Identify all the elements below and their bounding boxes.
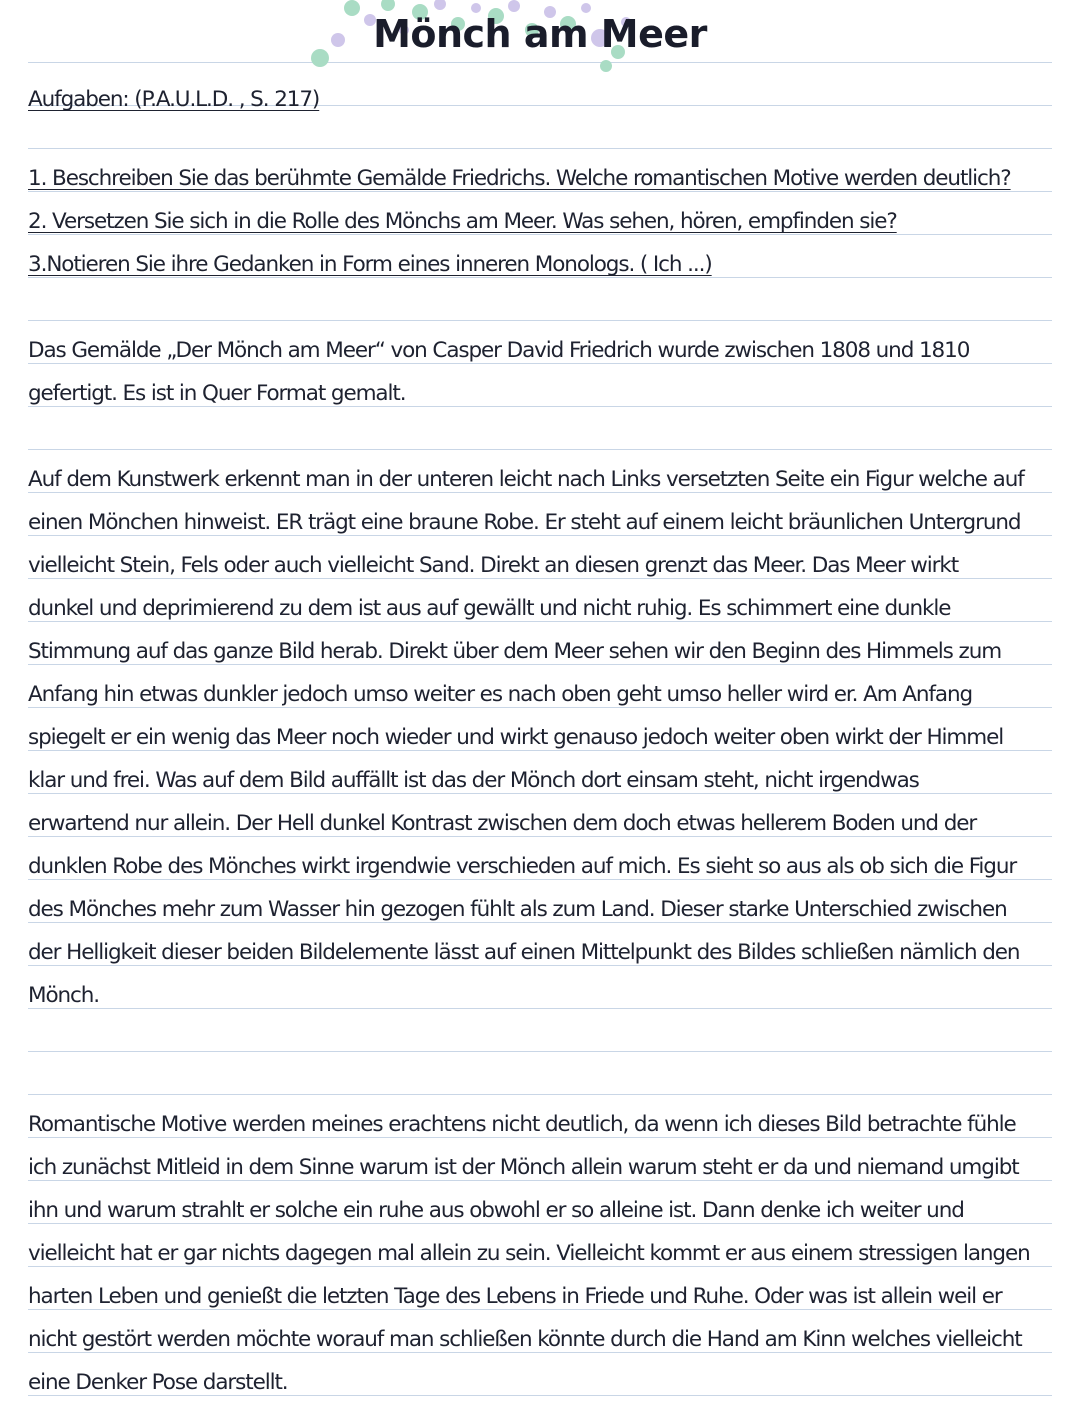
paragraph-3-line: vielleicht hat er gar nichts dagegen mal allein zu sein. Vielleicht kommt er aus einem stressigen langen bbox=[28, 1241, 1030, 1266]
page-title: Mönch am Meer bbox=[373, 12, 707, 56]
task-3: 3.Notieren Sie ihre Gedanken in Form eines inneren Monologs. ( Ich ...) bbox=[28, 252, 712, 277]
paragraph-3-line: eine Denker Pose darstellt. bbox=[28, 1370, 288, 1395]
paragraph-2-line: spiegelt er ein wenig das Meer noch wieder und wirkt genauso jedoch weiter oben wirkt der Himmel bbox=[28, 725, 1004, 750]
paragraph-2-line: Anfang hin etwas dunkler jedoch umso weiter es nach oben geht umso heller wird er. Am Anfang bbox=[28, 682, 973, 707]
paragraph-2-line: der Helligkeit dieser beiden Bildelemente lässt auf einen Mittelpunkt des Bildes schließen nämlich den bbox=[28, 940, 1020, 965]
paragraph-3-line: ihn und warum strahlt er solche ein ruhe aus obwohl er so alleine ist. Dann denke ich weiter und bbox=[28, 1198, 964, 1223]
paragraph-2-line: einen Mönchen hinweist. ER trägt eine braune Robe. Er steht auf einem leicht bräunlichen Untergrund bbox=[28, 510, 1021, 535]
paragraph-2-line: Mönch. bbox=[28, 983, 100, 1008]
paragraph-3-line: Romantische Motive werden meines erachtens nicht deutlich, da wenn ich dieses Bild betrachte fühle bbox=[28, 1112, 1016, 1137]
task-2: 2. Versetzen Sie sich in die Rolle des Mönchs am Meer. Was sehen, hören, empfinden sie? bbox=[28, 209, 897, 234]
task-1: 1. Beschreiben Sie das berühmte Gemälde Friedrichs. Welche romantischen Motive werden deutlich? bbox=[28, 166, 1011, 191]
paragraph-1-line: Das Gemälde „Der Mönch am Meer“ von Casper David Friedrich wurde zwischen 1808 und 1810 bbox=[28, 338, 970, 363]
paragraph-2-line: vielleicht Stein, Fels oder auch vielleicht Sand. Direkt an diesen grenzt das Meer. Das Meer wirkt bbox=[28, 553, 959, 578]
paragraph-2-line: Stimmung auf das ganze Bild herab. Direkt über dem Meer sehen wir den Beginn des Himmels zum bbox=[28, 639, 1002, 664]
paragraph-2-line: klar und frei. Was auf dem Bild auffällt ist das der Mönch dort einsam steht, nicht irgendwas bbox=[28, 768, 919, 793]
paragraph-2-line: dunklen Robe des Mönches wirkt irgendwie verschieden auf mich. Es sieht so aus als ob sich die Figur bbox=[28, 854, 1017, 879]
paragraph-2-line: dunkel und deprimierend zu dem ist aus auf gewällt und nicht ruhig. Es schimmert eine dunkle bbox=[28, 596, 951, 621]
paragraph-3-line: ich zunächst Mitleid in dem Sinne warum ist der Mönch allein warum steht er da und niemand umgibt bbox=[28, 1155, 1019, 1180]
paragraph-2-line: des Mönches mehr zum Wasser hin gezogen fühlt als zum Land. Dieser starke Unterschied zwischen bbox=[28, 897, 1007, 922]
subtitle: Aufgaben: (P.A.U.L.D. , S. 217) bbox=[28, 87, 320, 112]
paragraph-2-line: erwartend nur allein. Der Hell dunkel Kontrast zwischen dem doch etwas hellerem Boden und der bbox=[28, 811, 977, 836]
paragraph-2-line: Auf dem Kunstwerk erkennt man in der unteren leicht nach Links versetzten Seite ein Figur welche auf bbox=[28, 467, 1024, 492]
paragraph-1-line: gefertigt. Es ist in Quer Format gemalt. bbox=[28, 381, 406, 406]
paragraph-3-line: harten Leben und genießt die letzten Tage des Lebens in Friede und Ruhe. Oder was ist allein weil er bbox=[28, 1284, 1002, 1309]
paragraph-3-line: nicht gestört werden möchte worauf man schließen könnte durch die Hand am Kinn welches vielleicht bbox=[28, 1327, 1022, 1352]
